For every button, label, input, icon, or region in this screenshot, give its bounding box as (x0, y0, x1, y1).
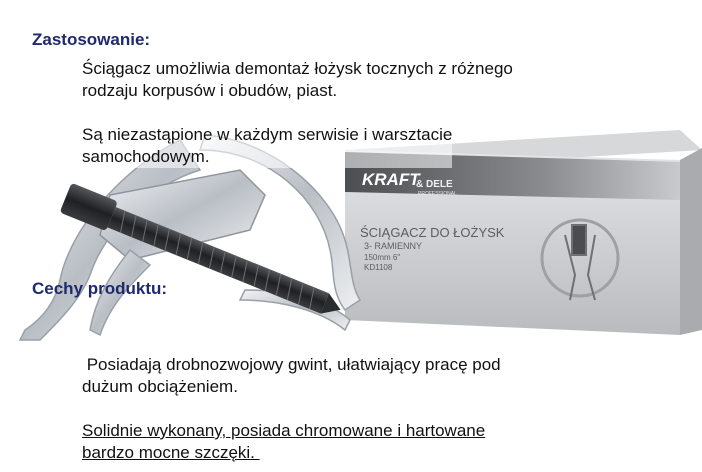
features-paragraph-1-line-2: dużum obciążeniem. (82, 377, 238, 396)
features-paragraph-1-line-1: Posiadają drobnozwojowy gwint, ułatwiający pracę pod (82, 355, 501, 374)
application-paragraph-2-line-2: samochodowym. (82, 147, 210, 166)
box-subtitle: 3- RAMIENNY (364, 241, 423, 251)
box-size: 150mm 6" (364, 253, 401, 262)
application-paragraph-1-line-1: Ściągacz umożliwia demontaż łożysk tocznych z różnego (82, 59, 513, 78)
features-paragraph-2 (82, 420, 485, 464)
features-paragraph-1 (82, 354, 501, 398)
application-paragraph-1 (82, 58, 513, 102)
features-paragraph-2-line-2: bardzo mocne szczęki. (82, 443, 260, 462)
application-heading: Zastosowanie: (32, 30, 151, 49)
application-paragraph-2-line-1: Są niezastąpione w każdym serwisie i warsztacie (82, 125, 453, 144)
application-paragraph-2 (82, 124, 452, 168)
box-code: KD1108 (364, 263, 393, 272)
application-paragraph-1-line-2: rodzaju korpusów i obudów, piast. (82, 81, 338, 100)
box-brand-tag: PROFESSIONAL (418, 191, 457, 197)
box-brand: KRAFT (362, 170, 420, 189)
features-paragraph-2-line-1: Solidnie wykonany, posiada chromowane i hartowane (82, 421, 486, 440)
box-brand-suffix: & DELE (416, 179, 453, 190)
box-title: ŚCIĄGACZ DO ŁOŻYSK (360, 225, 505, 240)
features-heading: Cechy produktu: (32, 279, 168, 298)
